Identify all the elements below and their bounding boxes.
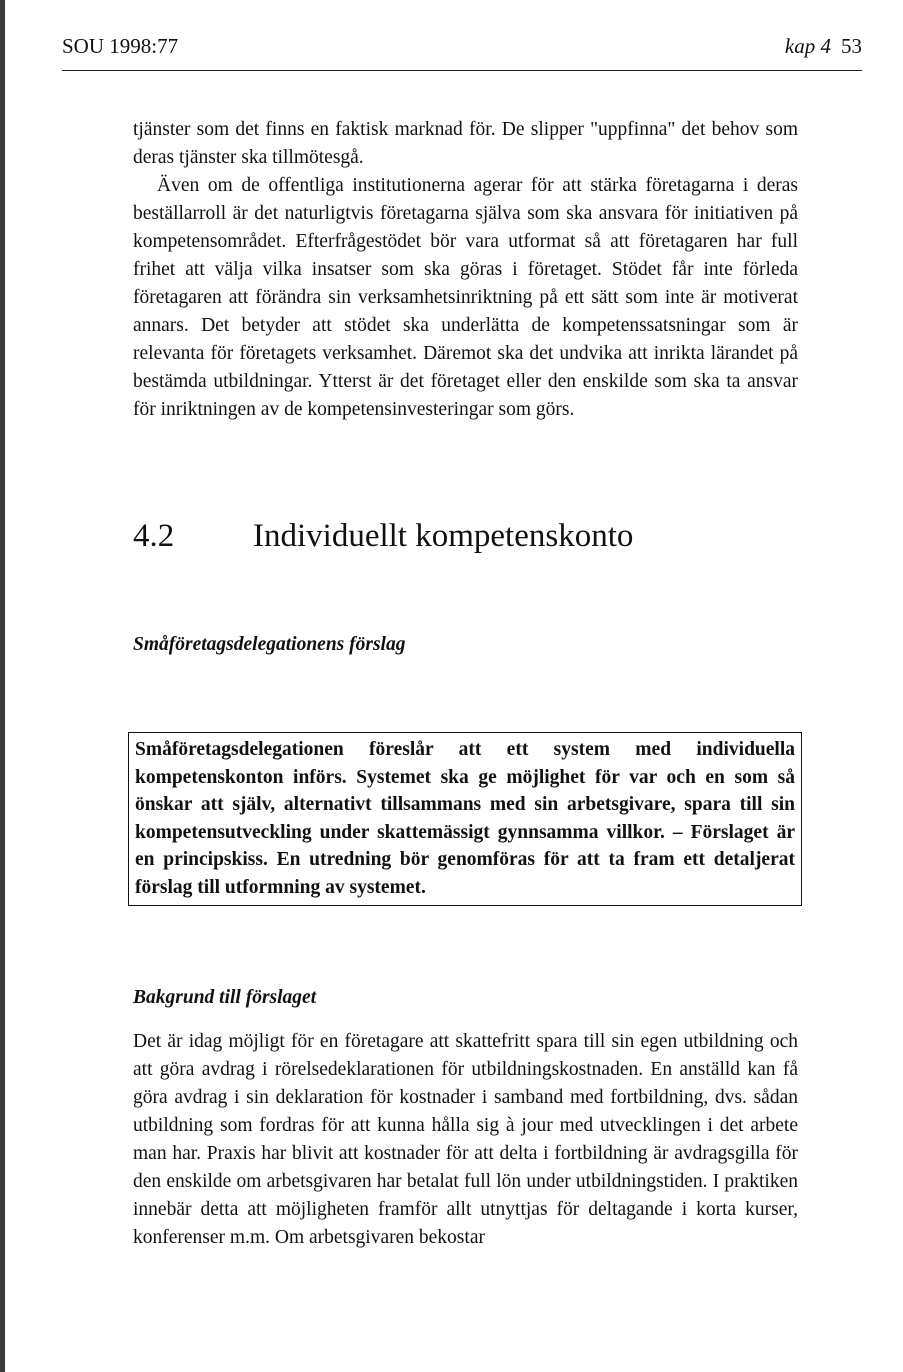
section-heading <box>133 518 833 555</box>
header-right <box>785 34 862 59</box>
section-title: Individuellt kompetenskonto <box>253 518 634 554</box>
subheading-proposal: Småföretagsdelegationens förslag <box>133 634 406 655</box>
paragraph-initiative: Även om de offentliga institutionerna agerar för att stärka företagarna i deras beställarroll är det naturligtvis företagarna själva som ska ansvara för initiativen på kompetensområdet. Efterfrågestödet bör vara utformat så att företagaren har full frihet att välja vilka insatser som ska göras i företaget. Stödet får inte förleda företagaren att förändra sin verksamhetsinriktning på ett sätt som inte är motiverat annars. Det betyder att stödet ska underlätta de kompetenssatsningar som är relevanta för företagets verksamhet. Däremot ska det undvika att inrikta lärandet på bestämda utbildningar. Ytterst är det företaget eller den enskilde som ska ta ansvar för inriktningen av de kompetensinvesteringar som görs. <box>133 175 798 420</box>
paragraph-continuation: tjänster som det finns en faktisk marknad för. De slipper "uppfinna" det behov som deras tjänster ska tillmötesgå. <box>133 119 798 168</box>
chapter-label: kap 4 <box>784 34 831 58</box>
page-number: 53 <box>841 34 862 58</box>
running-header <box>62 34 862 62</box>
paragraph-background: Det är idag möjligt för en företagare att skattefritt spara till sin egen utbildning och att göra avdrag i rörelsedeklarationen för utbildningskostnaden. En anställd kan få göra avdrag i sin deklaration för kostnader i samband med fortbildning, dvs. sådan utbildning som fordras för att kunna hålla sig à jour med utvecklingen i det arbete man har. Praxis har blivit att kostnader för att delta i fortbildning är avdragsgilla för den enskilde om arbetsgivaren har betalat full lön under utbildningstiden. I praktiken innebär detta att möjligheten framför allt utnyttjas för deltagande i korta kurser, konferenser m.m. Om arbetsgivaren bekostar <box>133 1031 798 1248</box>
page-edge-shadow <box>0 0 5 1372</box>
subheading-background: Bakgrund till förslaget <box>133 987 317 1008</box>
header-rule <box>62 70 862 71</box>
proposal-box: Småföretagsdelegationen föreslår att ett system med individuella kompetenskonton införs. Systemet ska ge möjlighet för var och en som så önskar att själv, alternativt tillsammans med sin arbetsgivare, spara till sin kompetensutveckling under skattemässigt gynnsamma villkor. – Förslaget är en principskiss. En utredning bör genomföras för att ta fram ett detaljerat förslag till utformning av systemet. <box>128 732 802 906</box>
section-number: 4.2 <box>133 518 175 554</box>
report-id: SOU 1998:77 <box>62 34 179 58</box>
